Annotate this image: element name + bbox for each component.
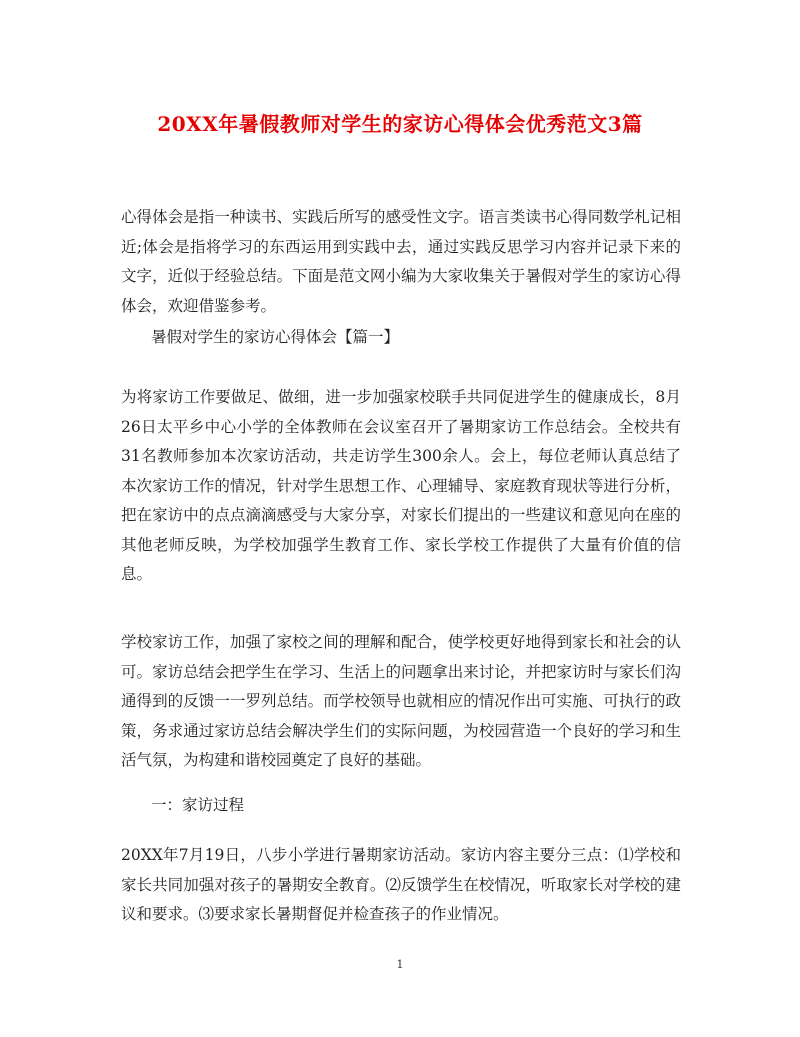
intro-paragraph: 心得体会是指一种读书、实践后所写的感受性文字。语言类读书心得同数学札记相近;体会是指将学习的东西运用到实践中去，通过实践反思学习内容并记录下来的文字，近似于经验总结。下面是范文网小编为大家收集关于暑假对学生的家访心得体会，欢迎借鉴参考。 <box>121 208 681 315</box>
page-number: 1 <box>396 958 404 971</box>
document-title: 20XX年暑假教师对学生的家访心得体会优秀范文3篇 <box>157 112 643 136</box>
section-heading-part-one: 暑假对学生的家访心得体会【篇一】 <box>151 328 400 346</box>
body-paragraph-2: 学校家访工作，加强了家校之间的理解和配合，使学校更好地得到家长和社会的认可。家访总结会把学生在学习、生活上的问题拿出来讨论，并把家访时与家长们沟通得到的反馈一一罗列总结。而学校领导也就相应的情况作出可实施、可执行的政策，务求通过家访总结会解决学生们的实际问题，为校园营造一个良好的学习和生活气氛，为构建和谐校园奠定了良好的基础。 <box>121 633 681 769</box>
body-paragraph-3: 20XX年7月19日，八步小学进行暑期家访活动。家访内容主要分三点：⑴学校和家长共同加强对孩子的暑期安全教育。⑵反馈学生在校情况，听取家长对学校的建议和要求。⑶要求家长暑期督促并检查孩子的作业情况。 <box>121 846 681 923</box>
body-paragraph-1: 为将家访工作要做足、做细，进一步加强家校联手共同促进学生的健康成长，8月26日太平乡中心小学的全体教师在会议室召开了暑期家访工作总结会。全校共有31名教师参加本次家访活动，共走访学生300余人。会上，每位老师认真总结了本次家访工作的情况，针对学生思想工作、心理辅导、家庭教育现状等进行分析，把在家访中的点点滴滴感受与大家分享，对家长们提出的一些建议和意见向在座的其他老师反映，为学校加强学生教育工作、家长学校工作提供了大量有价值的信息。 <box>121 388 681 583</box>
section-heading-visit-process: 一：家访过程 <box>151 796 245 814</box>
